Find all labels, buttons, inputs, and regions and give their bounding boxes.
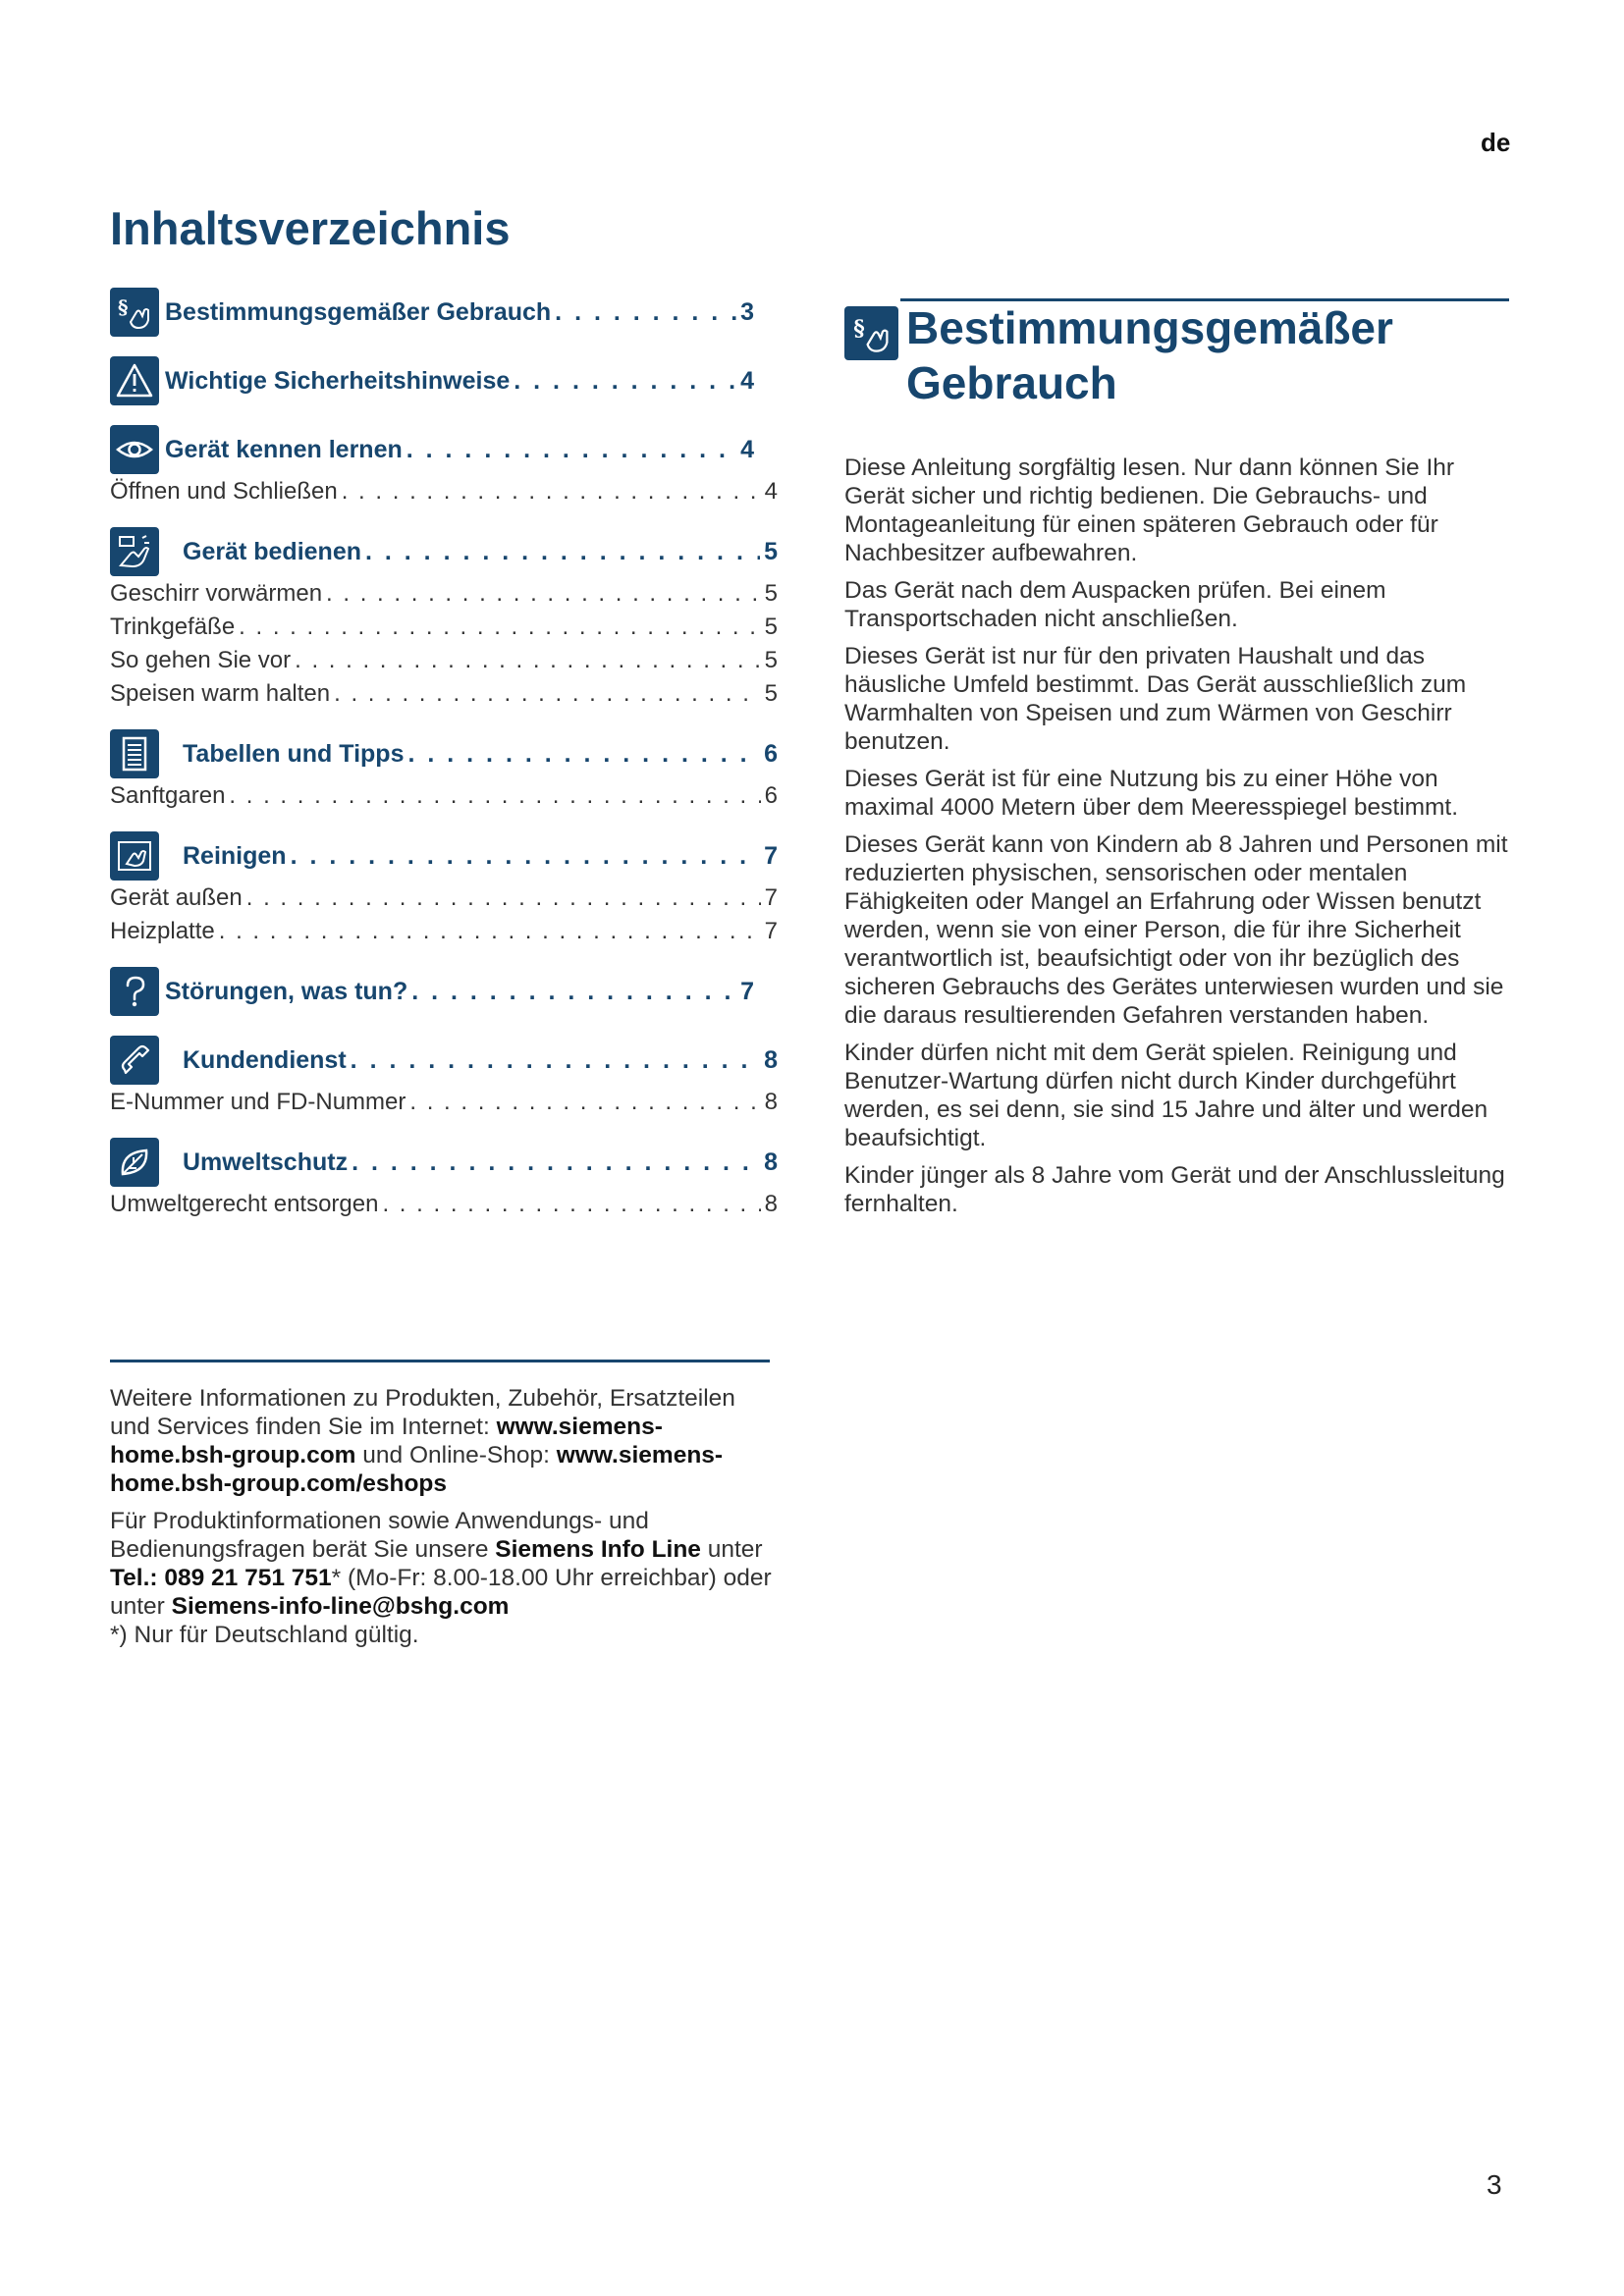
paragraph-hand-icon (844, 306, 898, 360)
info-text: Für Produktinformationen sowie Anwendungs- und Bedienungsfragen berät Sie unsere (110, 1508, 649, 1563)
toc-section (110, 966, 778, 1017)
toc-section (110, 1137, 778, 1221)
paragraph: Dieses Gerät kann von Kindern ab 8 Jahren und Personen mit reduzierten physischen, sensorischen oder mentalen Fähigkeiten oder Mangel an Erfahrung oder Wissen benutzt werden, wenn sie von einer Person, die für ihre Sicherheit verantwortlich ist, beaufsichtigt oder von ihr bezüglich des sicheren Gebrauchs des Gerätes unterwiesen wurden und sie die daraus resultierenden Gefahren verstanden haben. (844, 831, 1508, 1029)
toc-leader-dots (411, 978, 736, 1006)
info-text: unter (707, 1536, 763, 1563)
toc-subentry-page: 4 (764, 478, 778, 505)
toc-leader-dots (351, 1046, 760, 1075)
toc-section (110, 424, 778, 508)
toc-subentry-label: Trinkgefäße (110, 614, 236, 640)
toc-entry[interactable] (110, 526, 778, 577)
toc-subentry-label: Heizplatte (110, 918, 215, 944)
toc-entry-page: 3 (740, 297, 754, 326)
toc-entry[interactable] (110, 966, 754, 1017)
eshop-link[interactable]: www.siemens-home.bsh-group.com/eshops (110, 1442, 724, 1497)
toc-subentry-page: 5 (764, 580, 778, 607)
info-text: und Online-Shop: (362, 1442, 550, 1468)
toc-entry[interactable] (110, 728, 778, 779)
toc-entry[interactable] (110, 287, 754, 338)
toc-subentry[interactable] (110, 677, 778, 711)
toc-subentry[interactable] (110, 644, 778, 677)
toc-subentry[interactable] (110, 611, 778, 644)
toc-leader-dots (239, 614, 760, 641)
toc-subentry-page: 5 (764, 614, 778, 640)
paragraph: Das Gerät nach dem Auspacken prüfen. Bei einem Transportschaden nicht anschließen. (844, 577, 1386, 632)
toc-section (110, 728, 778, 813)
question-icon (110, 967, 159, 1016)
toc-subentry-label: Geschirr vorwärmen (110, 580, 323, 607)
section-rule (900, 298, 1509, 301)
section-title-line2: Gebrauch (906, 357, 1117, 408)
toc-subentry[interactable] (110, 577, 778, 611)
toc-entry-label: Tabellen und Tipps (183, 739, 405, 768)
toc-subentry-page: 7 (764, 918, 778, 944)
toc-entry-page: 7 (764, 841, 778, 870)
toc-entry[interactable] (110, 424, 754, 475)
toc-leader-dots (326, 580, 761, 608)
toc-entry-page: 6 (764, 739, 778, 768)
toc-entry-page: 8 (764, 1045, 778, 1074)
page-number: 3 (1487, 2169, 1502, 2200)
toc-entry-label: Kundendienst (183, 1045, 347, 1074)
section-intended-use (844, 294, 1508, 1227)
toc-leader-dots (407, 740, 760, 769)
toc-entry[interactable] (110, 355, 754, 406)
toc-subentry[interactable] (110, 779, 778, 813)
toc-leader-dots (246, 884, 761, 912)
toc-section (110, 830, 778, 948)
info-rule (110, 1360, 770, 1362)
warning-triangle-icon (110, 356, 159, 405)
toc-leader-dots (514, 367, 736, 396)
toc-entry-page: 5 (764, 537, 778, 565)
page-title: Inhaltsverzeichnis (110, 202, 511, 254)
info-block (110, 1384, 778, 1658)
toc-subentry-label: Gerät außen (110, 884, 243, 911)
toc-leader-dots (229, 782, 760, 810)
toc-subentry-page: 5 (764, 647, 778, 673)
document-icon (110, 729, 159, 778)
toc-subentry[interactable] (110, 881, 778, 915)
operate-hand-icon (110, 527, 159, 576)
toc-entry-label: Umweltschutz (183, 1148, 349, 1176)
toc-leader-dots (406, 436, 736, 464)
toc-leader-dots (409, 1089, 760, 1116)
toc-section (110, 1035, 778, 1119)
toc-entry-page: 7 (740, 977, 754, 1005)
toc-section (110, 526, 778, 711)
info-paragraph-web (110, 1384, 778, 1498)
info-line-name: Siemens Info Line (495, 1536, 701, 1563)
toc-subentry-page: 7 (764, 884, 778, 911)
toc-subentry-label: Speisen warm halten (110, 680, 331, 707)
toc-leader-dots (382, 1191, 760, 1218)
toc-section (110, 355, 778, 406)
toc-entry[interactable] (110, 830, 778, 881)
toc-subentry-label: E-Nummer und FD-Nummer (110, 1089, 406, 1115)
section-title-line1: Bestimmungsgemäßer (906, 302, 1393, 353)
toc-entry-page: 8 (764, 1148, 778, 1176)
paragraph: Diese Anleitung sorgfältig lesen. Nur dann können Sie Ihr Gerät sicher und richtig bedienen. Die Gebrauchs- und Montageanleitung für einen späteren Gebrauch oder für Nachbesitzer aufbewahren. (844, 454, 1455, 566)
toc-subentry-label: So gehen Sie vor (110, 647, 292, 673)
footnote: *) Nur für Deutschland gültig. (110, 1622, 419, 1648)
info-text: Weitere Informationen zu Produkten, Zubehör, Ersatzteilen und Services finden Sie im Internet: (110, 1385, 735, 1440)
toc-subentry-label: Öffnen und Schließen (110, 478, 338, 505)
toc-entry-page: 4 (740, 366, 754, 395)
eye-icon (110, 425, 159, 474)
table-of-contents (110, 287, 778, 1221)
toc-entry[interactable] (110, 1035, 778, 1086)
toc-leader-dots (334, 680, 761, 708)
toc-entry-label: Gerät kennen lernen (165, 435, 403, 463)
toc-leader-dots (342, 478, 761, 506)
paragraph-hand-icon (110, 288, 159, 337)
website-link[interactable]: www.siemens-home.bsh-group.com (110, 1414, 663, 1468)
toc-subentry[interactable] (110, 475, 778, 508)
toc-leader-dots (295, 647, 761, 674)
toc-entry-label: Reinigen (183, 841, 287, 870)
toc-leader-dots (219, 918, 761, 945)
toc-entry-label: Gerät bedienen (183, 537, 361, 565)
language-code: de (1481, 128, 1511, 157)
toc-leader-dots (352, 1148, 760, 1177)
section-title (906, 300, 1393, 410)
toc-subentry[interactable] (110, 1086, 778, 1119)
toc-subentry-page: 8 (764, 1089, 778, 1115)
toc-subentry-label: Sanftgaren (110, 782, 226, 809)
toc-leader-dots (365, 538, 760, 566)
toc-subentry-label: Umweltgerecht entsorgen (110, 1191, 379, 1217)
phone-icon (110, 1036, 159, 1085)
toc-entry-label: Störungen, was tun? (165, 977, 408, 1005)
paragraph: Kinder jünger als 8 Jahre vom Gerät und der Anschlussleitung fernhalten. (844, 1162, 1505, 1217)
cleaning-hand-icon (110, 831, 159, 881)
paragraph: Dieses Gerät ist nur für den privaten Haushalt und das häusliche Umfeld bestimmt. Das Gerät ausschließlich zum Warmhalten von Speisen und zum Wärmen von Geschirr benutzen. (844, 643, 1467, 755)
toc-subentry-page: 5 (764, 680, 778, 707)
paragraph: Kinder dürfen nicht mit dem Gerät spielen. Reinigung und Benutzer-Wartung dürfen nicht durch Kinder durchgeführt werden, es sei denn, sie sind 15 Jahre und älter und werden beaufsichtigt. (844, 1040, 1489, 1151)
toc-section (110, 287, 778, 338)
toc-entry-label: Bestimmungsgemäßer Gebrauch (165, 297, 552, 326)
svg-text:§: § (118, 295, 129, 319)
info-text: * (Mo-Fr: 8.00-18.00 Uhr erreichbar) oder unter (110, 1565, 772, 1620)
paragraph: Dieses Gerät ist für eine Nutzung bis zu einer Höhe von maximal 4000 Metern über dem Meeresspiegel bestimmt. (844, 766, 1459, 821)
toc-entry-label: Wichtige Sicherheitshinweise (165, 366, 511, 395)
toc-subentry-page: 6 (764, 782, 778, 809)
phone-number[interactable]: Tel.: 089 21 751 751 (110, 1565, 332, 1591)
svg-text:§: § (852, 315, 865, 342)
email-link[interactable]: Siemens-info-line@bshg.com (171, 1593, 510, 1620)
info-paragraph-hotline (110, 1507, 778, 1649)
toc-subentry[interactable] (110, 915, 778, 948)
toc-entry-page: 4 (740, 435, 754, 463)
toc-subentry[interactable] (110, 1188, 778, 1221)
leaf-icon (110, 1138, 159, 1187)
toc-entry[interactable] (110, 1137, 778, 1188)
toc-subentry-page: 8 (764, 1191, 778, 1217)
toc-leader-dots (291, 842, 761, 871)
toc-leader-dots (555, 298, 736, 327)
